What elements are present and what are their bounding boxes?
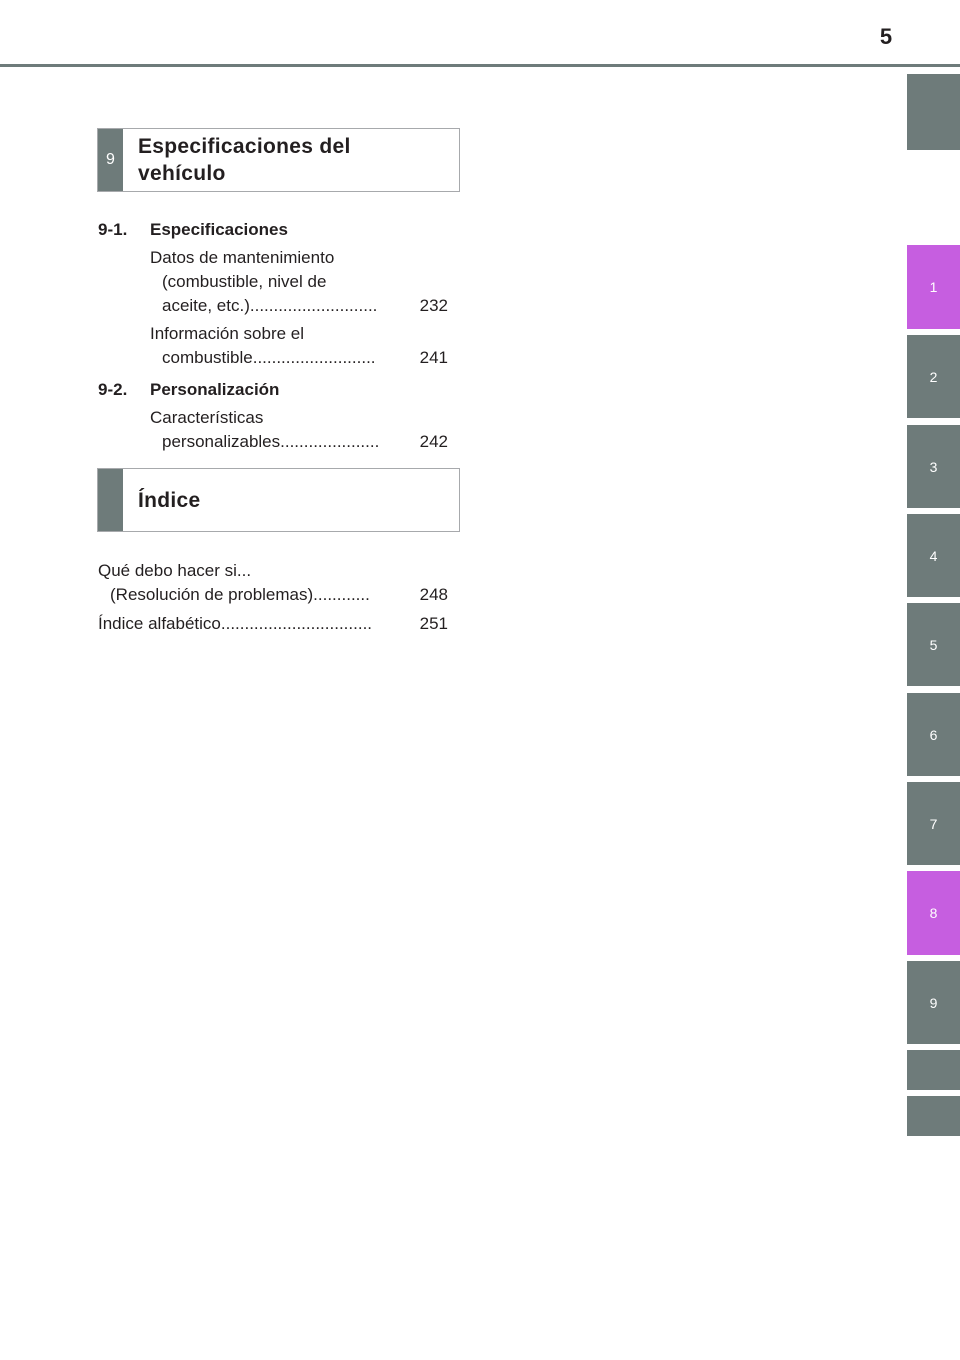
toc-entry-problemas[interactable]: Qué debo hacer si... (Resolución de problemas) ............ 248 xyxy=(98,559,448,607)
side-tab-3[interactable] xyxy=(907,425,960,508)
section-marker xyxy=(98,469,123,531)
page-ref: 241 xyxy=(419,348,448,367)
side-tab-1[interactable] xyxy=(907,245,960,329)
leader-dots: ........................... xyxy=(249,296,378,315)
side-tab-label: 6 xyxy=(929,726,938,743)
page-ref: 232 xyxy=(419,296,448,315)
toc-entry-indice-alfabetico[interactable]: Índice alfabético ................................ 251 xyxy=(98,612,448,636)
side-tab-9[interactable] xyxy=(907,961,960,1044)
side-tab-4[interactable] xyxy=(907,514,960,597)
section-9-header xyxy=(97,128,460,192)
side-tab-blank-top[interactable] xyxy=(907,74,960,150)
side-tab-label: 1 xyxy=(929,279,938,295)
chapter-9-2-title[interactable] xyxy=(98,380,279,400)
side-tab-label: 3 xyxy=(929,458,938,475)
section-number: 9 xyxy=(98,129,123,191)
side-tab-label: 2 xyxy=(929,368,938,385)
section-title: Índice xyxy=(138,488,201,512)
toc-entry-personalizables[interactable]: Características personalizables ..................... 242 xyxy=(150,406,448,454)
chapter-name: Personalización xyxy=(150,380,280,399)
header-rule xyxy=(0,64,960,67)
side-tab-5[interactable] xyxy=(907,603,960,686)
side-tab-7[interactable] xyxy=(907,782,960,865)
side-tab-label: 9 xyxy=(929,994,938,1011)
side-tab-6[interactable] xyxy=(907,693,960,776)
toc-entry-combustible[interactable]: Información sobre el combustible .......................... 241 xyxy=(150,322,448,370)
page-ref: 242 xyxy=(419,432,448,451)
chapter-name: Especificaciones xyxy=(150,220,288,239)
page-ref: 248 xyxy=(419,585,448,604)
page-ref: 251 xyxy=(419,614,448,633)
side-tab-8[interactable] xyxy=(907,871,960,955)
leader-dots: ............ xyxy=(313,585,370,604)
side-tab-label: 8 xyxy=(929,905,938,921)
side-tab-label: 7 xyxy=(929,815,938,832)
leader-dots: ................................ xyxy=(220,614,373,633)
chapter-9-1-title[interactable] xyxy=(98,220,288,240)
index-section-header xyxy=(97,468,460,532)
side-tab-label: 5 xyxy=(929,636,938,653)
side-tab-blank-a[interactable] xyxy=(907,1050,960,1090)
page-number: 5 xyxy=(879,24,893,49)
chapter-number: 9-1. xyxy=(98,220,128,239)
section-title: Especificaciones del vehículo xyxy=(138,135,351,185)
side-tab-2[interactable] xyxy=(907,335,960,418)
leader-dots: ..................... xyxy=(280,432,380,451)
side-tab-blank-b[interactable] xyxy=(907,1096,960,1136)
toc-entry-mantenimiento[interactable]: Datos de mantenimiento (combustible, nivel de aceite, etc.) ........................... 232 xyxy=(150,246,448,318)
chapter-number: 9-2. xyxy=(98,380,128,399)
side-tab-label: 4 xyxy=(929,547,938,564)
leader-dots: .......................... xyxy=(252,348,376,367)
